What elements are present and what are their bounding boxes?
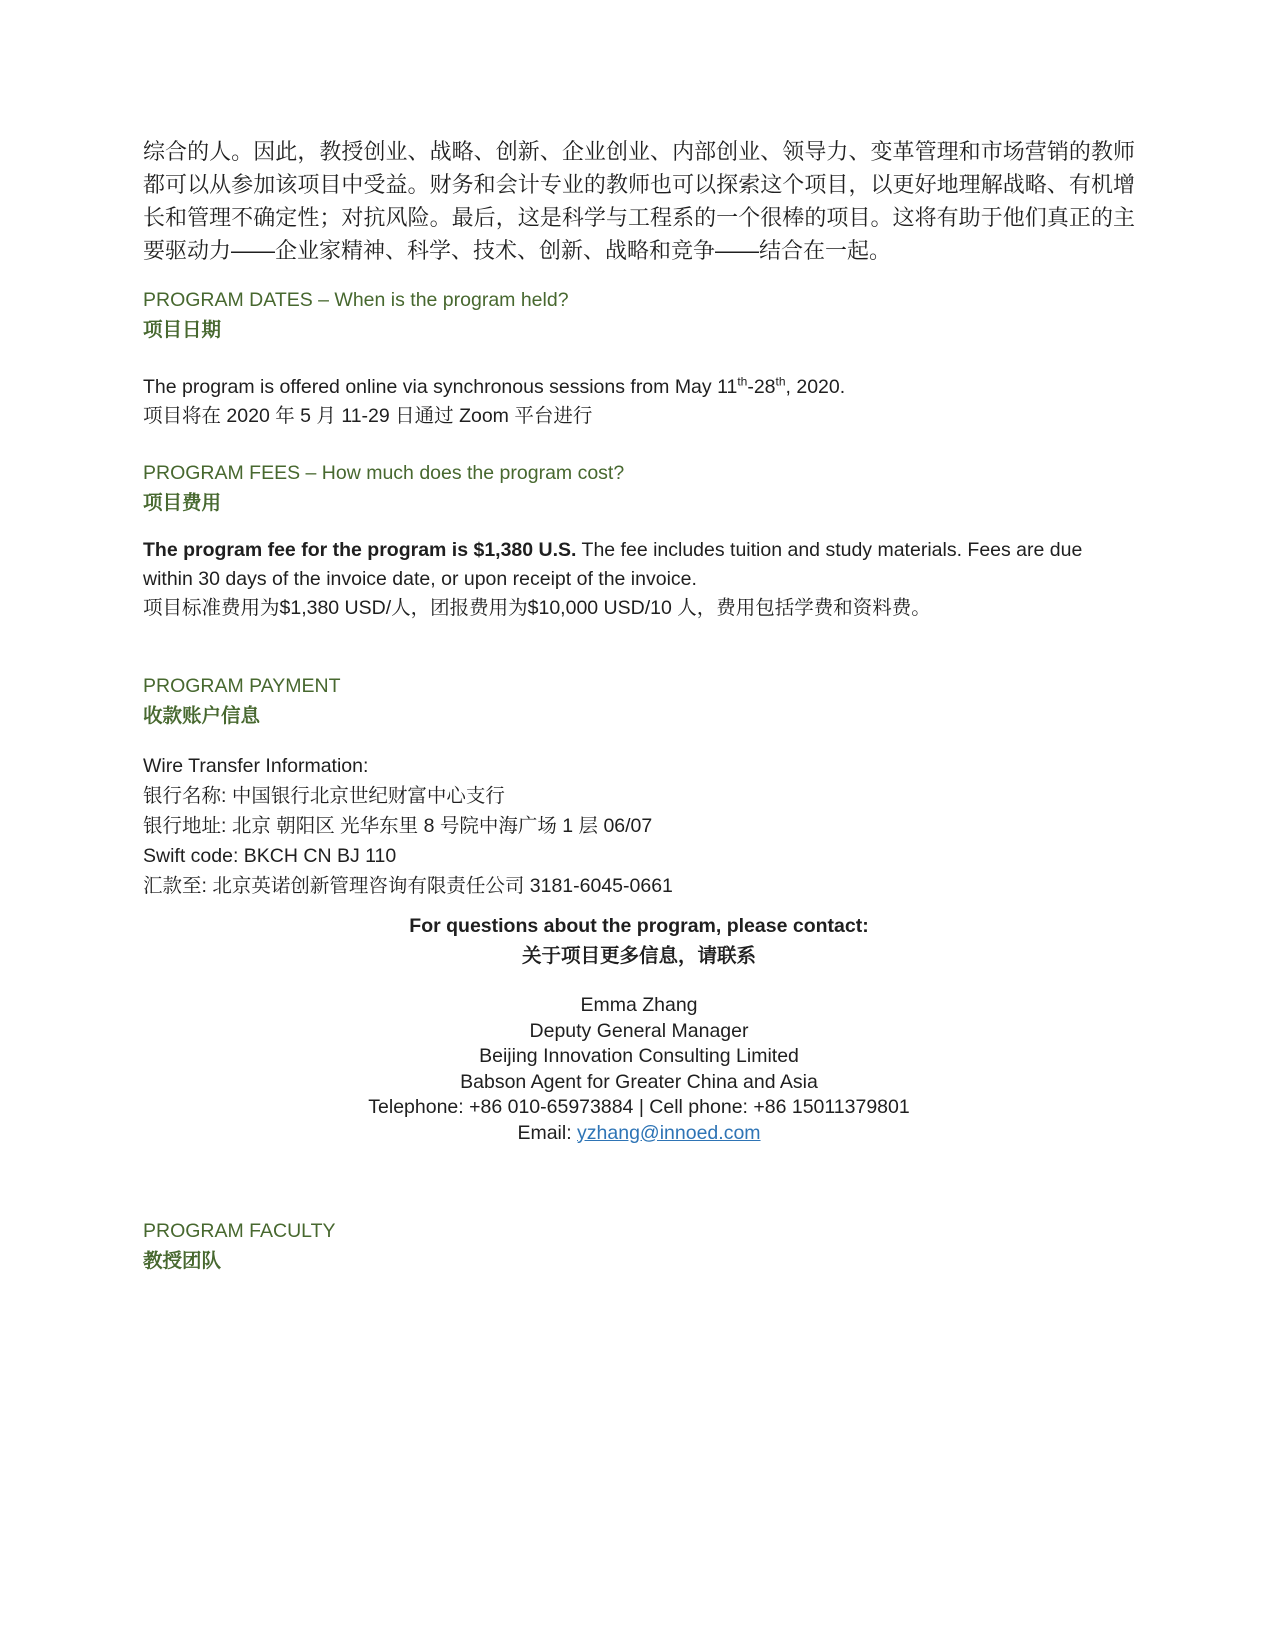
fees-heading-zh: 项目费用 [143,492,222,514]
contact-prompt-zh: 关于项目更多信息，请联系 [521,945,756,967]
payment-heading-zh: 收款账户信息 [143,705,261,727]
fees-paragraph-rest: The fee includes tuition and study materials. Fees are due within 30 days of the invoice date, or upon receipt of the invoice. [143,539,1083,590]
faculty-heading-zh: 教授团队 [143,1250,222,1272]
remit-to-line: 汇款至: 北京英诺创新管理咨询有限责任公司 3181-6045-0661 [143,875,673,897]
wire-transfer-block [143,751,1135,901]
contact-title: Deputy General Manager [529,1019,749,1042]
fees-amount-bold: The program fee for the program is $1,380 U.S. [143,539,577,561]
contact-prompt-block [143,911,1135,971]
contact-company: Beijing Innovation Consulting Limited [479,1045,799,1067]
section-fees-heading [143,458,1135,518]
dates-line-en-post: , 2020. [785,376,846,398]
dates-heading-zh: 项目日期 [143,319,222,341]
contact-phone-line: Telephone: +86 010-65973884 | Cell phone: +86 15011379801 [368,1096,910,1118]
bank-address-line: 银行地址: 北京 朝阳区 光华东里 8 号院中海广场 1 层 06/07 [143,815,653,837]
dates-line-en [143,373,1135,402]
contact-name: Emma Zhang [580,994,698,1016]
wire-transfer-label: Wire Transfer Information: [143,755,369,777]
email-link[interactable]: yzhang@innoed.com [577,1121,761,1144]
dates-line-zh: 项目将在 2020 年 5 月 11-29 日通过 Zoom 平台进行 [143,405,593,427]
bank-name-line: 银行名称: 中国银行北京世纪财富中心支行 [143,785,505,807]
intro-paragraph: 综合的人。因此，教授创业、战略、创新、企业创业、内部创业、领导力、变革管理和市场营销的教师都可以从参加该项目中受益。财务和会计专业的教师也可以探索这个项目，以更好地理解战略、有机增长和管理不确定性；对抗风险。最后，这是科学与工程系的一个很棒的项目。这将有助于他们真正的主要驱动力——企业家精神、科学、技术、创新、战略和竞争——结合在一起。 [143,139,1135,263]
section-dates-heading [143,285,1135,345]
section-payment-heading [143,671,1135,731]
dates-superscript-2: th [775,374,786,389]
section-fees-body [143,536,1135,623]
contact-role: Babson Agent for Greater China and Asia [460,1070,818,1093]
payment-heading-en: PROGRAM PAYMENT [143,675,341,697]
email-label: Email: [517,1121,578,1144]
dates-superscript-1: th [737,374,748,389]
contact-prompt-en: For questions about the program, please contact: [409,915,869,937]
faculty-heading-en: PROGRAM FACULTY [143,1220,336,1242]
fees-paragraph-zh: 项目标准费用为$1,380 USD/人，团报费用为$10,000 USD/10 人，费用包括学费和资料费。 [143,597,931,619]
section-faculty-heading [143,1216,1135,1276]
fees-paragraph-en [143,536,1135,594]
dates-heading-en: PROGRAM DATES – When is the program held? [143,289,569,311]
dates-line-en-pre: The program is offered online via synchronous sessions from May 11 [143,376,738,398]
section-dates-body [143,373,1135,431]
swift-code-line: Swift code: BKCH CN BJ 110 [143,845,397,867]
fees-heading-en: PROGRAM FEES – How much does the program cost? [143,462,625,484]
contact-details-block [143,993,1135,1146]
contact-email-line [143,1121,1135,1147]
dates-line-en-dash: -28 [747,376,776,398]
